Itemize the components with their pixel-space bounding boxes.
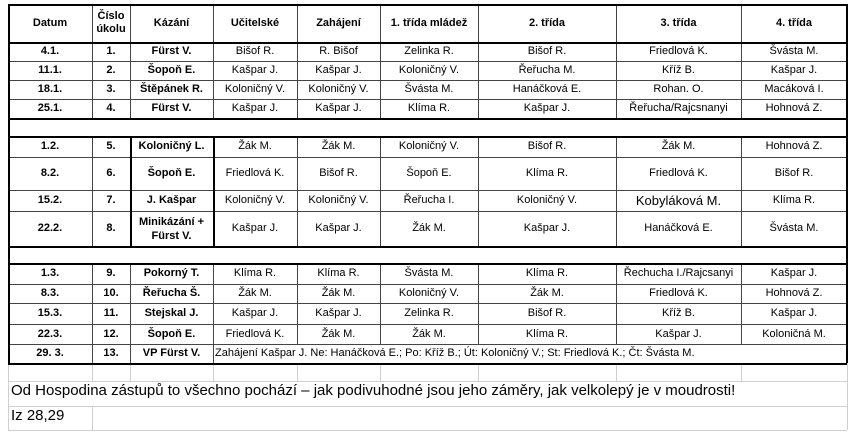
header-9[interactable]: 4. třída [775,16,813,29]
last-row-note[interactable]: Zahájení Kašpar J. Ne: Hanáčková E.; Po: Kříž B.; Út: Koloničný V.; St: Friedlová K.; Čt: Švásta M. [215,347,695,359]
cell-block2-r3-c1[interactable]: 15.2. [37,194,63,206]
grid-line [130,344,131,363]
grid-line [92,263,93,344]
cell-block3-r1-c3[interactable]: Pokorný T. [143,267,200,279]
cell-block1-r4-c3[interactable]: Fürst V. [151,102,192,114]
cell-block1-r1-c6[interactable]: Zelinka R. [404,45,454,57]
grid-line [8,363,847,365]
cell-block2-r1-c1[interactable]: 1.2. [40,140,60,152]
cell-block1-r2-c7[interactable]: Řeřucha M. [518,64,576,76]
grid-line [616,363,617,381]
cell-block1-r2-c6[interactable]: Koloničný V. [398,64,460,76]
cell-block3-r2-c9[interactable]: Hohnová Z. [765,287,823,299]
cell-block3-r3-c2[interactable]: 11. [103,307,119,319]
grid-line [130,4,131,118]
grid-line [297,263,298,344]
cell-block1-r3-c3[interactable]: Štěpánek R. [140,83,203,95]
cell-block2-r3-c2[interactable]: 7. [106,194,116,206]
cell-block2-r1-c2[interactable]: 5. [106,140,116,152]
cell-block3-r3-c6[interactable]: Zelinka R. [404,307,454,319]
cell-block3-r3-c9[interactable]: Kašpar J. [770,307,818,319]
cell-block3-r3-c3[interactable]: Stejskal J. [144,307,199,319]
cell-block1-r1-c3[interactable]: Fürst V. [151,45,192,57]
header-2[interactable]: Číslo úkolu [96,10,126,35]
cell-block2-r4-c4[interactable]: Kašpar J. [231,222,279,234]
grid-line [846,4,848,363]
cell-block1-r4-c1[interactable]: 25.1. [37,102,63,114]
grid-line [130,363,131,381]
grid-line [92,406,93,430]
last-row-number[interactable]: 13. [103,347,119,359]
cell-block3-r2-c2[interactable]: 10. [103,287,119,299]
cell-block3-r3-c5[interactable]: Kašpar J. [315,307,362,319]
grid-line [478,4,479,118]
cell-block3-r4-c3[interactable]: Šopoň E. [147,327,196,340]
cell-block1-r2-c4[interactable]: Kašpar J. [231,64,279,76]
cell-block1-r2-c1[interactable]: 11.1. [38,64,62,76]
cell-block2-r2-c7[interactable]: Klíma R. [525,167,569,179]
last-row-preacher[interactable]: VP Fürst V. [142,347,201,359]
reference-text: Iz 28,29 [11,407,65,424]
cell-block3-r3-c4[interactable]: Kašpar J. [231,307,279,319]
grid-line [130,136,132,246]
cell-block3-r4-c8[interactable]: Kašpar J. [655,327,702,340]
grid-line [8,430,847,431]
cell-block2-r2-c6[interactable]: Šopoň E. [406,167,452,179]
cell-block1-r1-c4[interactable]: Bišof R. [235,45,275,57]
cell-block2-r2-c4[interactable]: Friedlová K. [225,167,285,179]
cell-block3-r4-c9[interactable]: Koloničná M. [762,327,826,340]
cell-block1-r2-c9[interactable]: Kašpar J. [770,64,818,76]
cell-block3-r1-c4[interactable]: Klíma R. [233,267,277,279]
cell-block3-r3-c8[interactable]: Kříž B. [661,307,695,319]
cell-block3-r2-c7[interactable]: Žák M. [530,287,564,299]
cell-block1-r1-c5[interactable]: R. Bišof [319,45,358,57]
grid-line [380,363,381,381]
cell-block1-r3-c9[interactable]: Macáková I. [764,83,824,95]
header-6[interactable]: 1. třída mládež [390,16,468,29]
grid-line [213,136,215,246]
cell-block2-r4-c9[interactable]: Švásta M. [769,222,819,234]
cell-block3-r4-c7[interactable]: Klíma R. [525,327,569,340]
grid-line [8,118,847,120]
grid-line [8,42,847,44]
last-row-date[interactable]: 29. 3. [36,347,64,359]
cell-block1-r4-c2[interactable]: 4. [106,102,116,114]
cell-block3-r4-c4[interactable]: Friedlová K. [225,327,285,340]
cell-block2-r3-c5[interactable]: Koloničný V. [308,194,369,206]
cell-block2-r1-c8[interactable]: Žák M. [661,140,696,152]
header-1[interactable]: Datum [32,16,68,29]
cell-block3-r2-c1[interactable]: 8.3. [40,287,60,299]
header-3[interactable]: Kázání [153,16,190,29]
cell-block2-r2-c9[interactable]: Bišof R. [774,167,814,179]
cell-block2-r3-c9[interactable]: Klíma R. [772,194,816,206]
grid-line [8,406,847,407]
grid-line [847,381,848,430]
cell-block2-r2-c8[interactable]: Friedlová K. [649,167,708,179]
cell-block1-r2-c3[interactable]: Šopoň E. [147,64,196,76]
grid-line [380,263,381,344]
grid-line [8,363,9,381]
grid-line [297,4,298,118]
cell-block3-r2-c8[interactable]: Friedlová K. [649,287,708,299]
cell-block1-r4-c6[interactable]: Klíma R. [407,102,451,114]
cell-block1-r4-c8[interactable]: Řeřucha/Rajcsnanyi [629,102,728,114]
cell-block1-r2-c8[interactable]: Kříž B. [661,64,695,76]
cell-block3-r2-c5[interactable]: Žák M. [321,287,356,299]
cell-block3-r1-c9[interactable]: Kašpar J. [770,267,818,279]
cell-block2-r4-c8[interactable]: Hanáčková E. [644,222,713,234]
grid-line [8,263,847,265]
cell-block3-r4-c5[interactable]: Žák M. [321,327,356,340]
cell-block1-r3-c4[interactable]: Koloničný V. [224,83,286,95]
cell-block1-r3-c2[interactable]: 3. [106,83,116,95]
cell-block2-r3-c7[interactable]: Koloničný V. [516,194,578,206]
cell-block3-r4-c2[interactable]: 12. [103,327,119,340]
grid-line [380,136,381,246]
grid-line [297,136,298,246]
grid-line [478,263,479,344]
cell-block2-r4-c1[interactable]: 22.2. [37,222,63,234]
cell-block1-r3-c7[interactable]: Hanáčková E. [512,83,582,95]
grid-line [741,263,742,344]
quote-text: Od Hospodina zástupů to všechno pochází – jak podivuhodné jsou jeho záměry, jak velkolepý je v moudrosti! [11,382,736,399]
cell-block3-r1-c2[interactable]: 9. [106,267,116,279]
cell-block2-r3-c4[interactable]: Koloničný V. [224,194,286,206]
cell-block3-r1-c8[interactable]: Řechucha I./Rajcsanyi [623,267,734,279]
cell-block2-r1-c5[interactable]: Žák M. [321,140,356,152]
cell-block1-r4-c5[interactable]: Kašpar J. [315,102,362,114]
cell-block1-r4-c7[interactable]: Kašpar J. [523,102,571,114]
header-8[interactable]: 3. třída [660,16,697,29]
cell-block2-r1-c3[interactable]: Koloničný L. [138,140,205,152]
cell-block1-r1-c2[interactable]: 1. [106,45,116,57]
cell-block2-r3-c8[interactable]: Kobyláková M. [635,193,722,208]
cell-block3-r1-c7[interactable]: Klíma R. [525,267,569,279]
grid-line [478,136,479,246]
grid-line [213,363,214,381]
header-7[interactable]: 2. třída [528,16,566,29]
grid-line [92,4,93,118]
cell-block3-r1-c5[interactable]: Klíma R. [317,267,360,279]
grid-line [213,263,214,344]
grid-line [92,363,93,381]
cell-block1-r2-c5[interactable]: Kašpar J. [315,64,362,76]
cell-block3-r4-c1[interactable]: 22.3. [37,327,63,340]
grid-line [616,4,617,118]
cell-block3-r2-c4[interactable]: Žák M. [238,287,272,299]
cell-block2-r1-c7[interactable]: Bišof R. [527,140,567,152]
grid-line [741,136,742,246]
cell-block3-r1-c1[interactable]: 1.3. [40,267,60,279]
cell-block2-r4-c2[interactable]: 8. [106,222,116,234]
cell-block2-r3-c3[interactable]: J. Kašpar [146,194,197,206]
cell-block2-r1-c9[interactable]: Hohnová Z. [765,140,823,152]
cell-block2-r2-c1[interactable]: 8.2. [40,167,60,179]
cell-block1-r1-c9[interactable]: Švásta M. [769,45,819,57]
grid-line [8,246,847,248]
cell-block1-r4-c4[interactable]: Kašpar J. [231,102,279,114]
cell-block1-r4-c9[interactable]: Hohnová Z. [765,102,823,114]
grid-line [8,4,847,6]
grid-line [130,263,131,344]
grid-line [213,4,214,118]
grid-line [616,136,617,246]
cell-block2-r1-c4[interactable]: Žák M. [238,140,272,152]
grid-line [8,4,10,363]
cell-block3-r1-c6[interactable]: Švásta M. [404,267,454,279]
grid-line [92,344,93,363]
grid-line [847,363,848,381]
grid-line [616,263,617,344]
cell-block2-r4-c3[interactable]: Minikázání + Fürst V. [138,215,205,242]
grid-line [380,4,381,118]
cell-block1-r3-c6[interactable]: Švásta M. [404,83,454,95]
cell-block2-r4-c7[interactable]: Kašpar J. [523,222,571,234]
grid-line [92,136,93,246]
cell-block3-r2-c3[interactable]: Řeřucha Š. [142,287,201,299]
grid-line [741,363,742,381]
cell-block1-r2-c2[interactable]: 2. [106,64,116,76]
grid-line [8,136,847,138]
cell-block1-r1-c8[interactable]: Friedlová K. [649,45,708,57]
grid-line [478,363,479,381]
cell-block1-r1-c7[interactable]: Bišof R. [527,45,567,57]
grid-line [297,363,298,381]
cell-block3-r3-c7[interactable]: Bišof R. [527,307,567,319]
cell-block3-r3-c1[interactable]: 15.3. [37,307,63,319]
cell-block2-r1-c6[interactable]: Koloničný V. [398,140,460,152]
cell-block3-r4-c6[interactable]: Žák M. [412,327,446,340]
cell-block1-r3-c1[interactable]: 18.1. [37,83,63,95]
cell-block2-r2-c3[interactable]: Šopoň E. [147,167,196,179]
cell-block3-r2-c6[interactable]: Koloničný V. [398,287,460,299]
cell-block1-r3-c5[interactable]: Koloničný V. [308,83,369,95]
cell-block1-r3-c8[interactable]: Rohan. O. [653,83,704,95]
cell-block1-r1-c1[interactable]: 4.1. [40,45,60,57]
grid-line [741,4,742,118]
cell-block2-r4-c6[interactable]: Žák M. [412,222,446,234]
header-5[interactable]: Zahájení [316,16,361,29]
cell-block2-r2-c5[interactable]: Bišof R. [319,167,358,179]
cell-block2-r4-c5[interactable]: Kašpar J. [315,222,362,234]
grid-line [213,344,214,363]
cell-block2-r3-c6[interactable]: Řeřucha I. [403,194,455,206]
grid-line [8,381,9,430]
header-4[interactable]: Učitelské [230,16,280,29]
cell-block2-r2-c2[interactable]: 6. [106,167,116,179]
